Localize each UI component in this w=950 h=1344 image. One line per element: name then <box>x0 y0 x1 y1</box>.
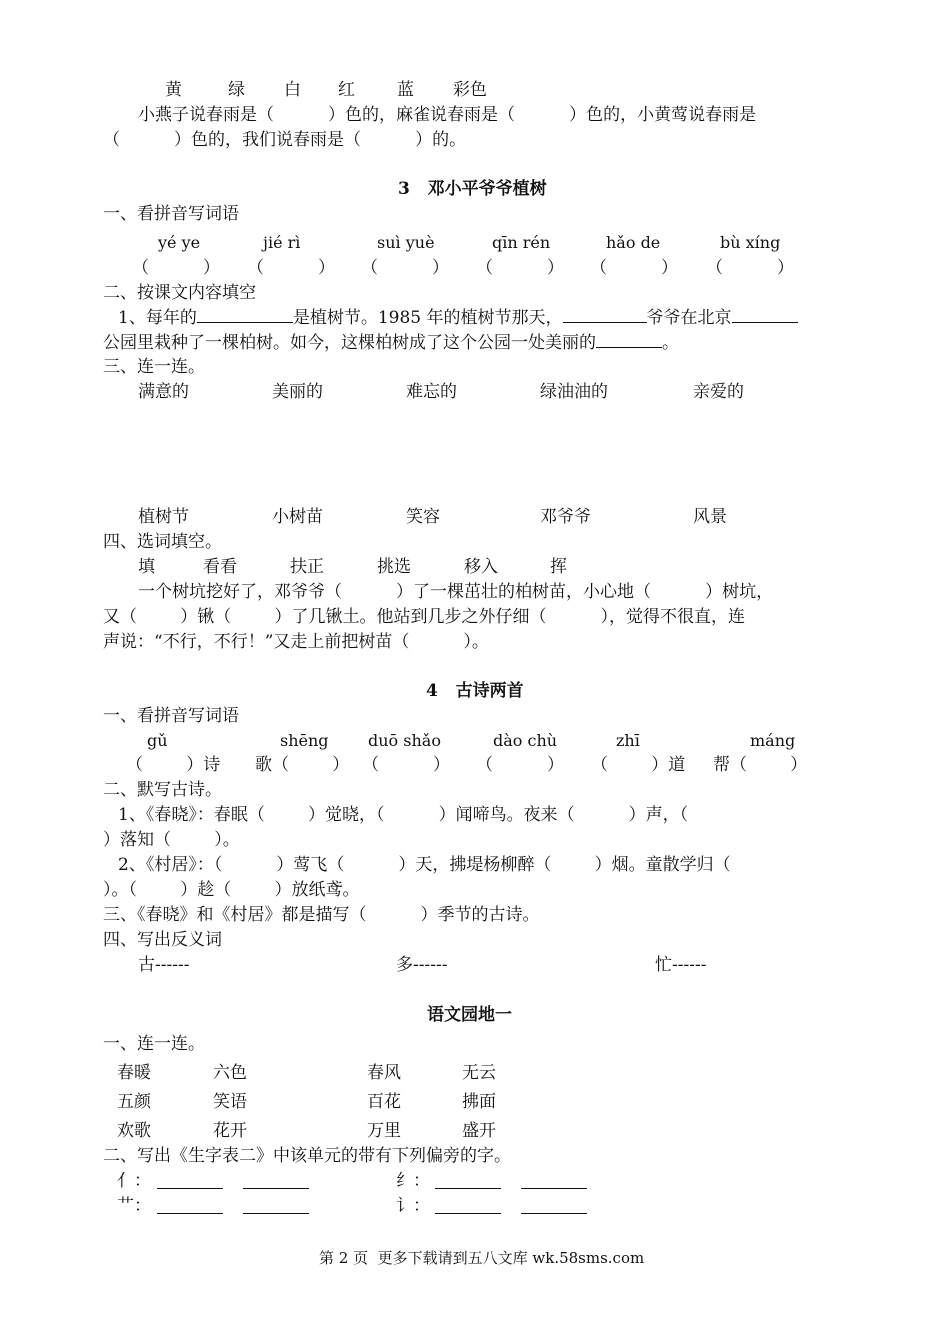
antonym-item[interactable]: 多------ <box>396 955 448 975</box>
choice-word: 挑选 <box>377 557 411 577</box>
answer-line[interactable] <box>243 1188 309 1189</box>
lesson3-section3-title: 三、连一连。 <box>103 357 205 377</box>
answer-line[interactable] <box>243 1213 309 1214</box>
match-item[interactable]: 邓爷爷 <box>540 507 591 527</box>
pinyin-word: qīn rén <box>492 233 551 252</box>
garden-title: 语文园地一 <box>427 1005 512 1025</box>
match-item[interactable]: 难忘的 <box>406 382 457 402</box>
fill-text: 是植树节。1985 年的植树节那天， <box>292 308 563 328</box>
radical-label: 讠： <box>396 1196 430 1216</box>
lesson4-section4-title: 四、写出反义词 <box>103 930 222 950</box>
color-word: 红 <box>338 80 355 100</box>
pinyin-word: hǎo de <box>606 233 661 252</box>
garden-section1-title: 一、连一连。 <box>103 1034 205 1054</box>
rain-sentence-line1: 小燕子说春雨是（ ）色的，麻雀说春雨是（ ）色的，小黄莺说春雨是 <box>138 105 757 125</box>
pinyin-word: dào chù <box>493 731 558 750</box>
radical-label: 亻： <box>117 1171 151 1191</box>
radical-label: 艹： <box>117 1196 151 1216</box>
choice-word: 扶正 <box>290 557 324 577</box>
pinyin-word: suì yuè <box>377 233 435 252</box>
match-item[interactable]: 美丽的 <box>272 382 323 402</box>
page-footer: 第 2 页 更多下载请到五八文库 wk.58sms.com <box>319 1249 645 1267</box>
pinyin-word: yé ye <box>158 233 201 252</box>
match-item[interactable]: 拂面 <box>462 1092 496 1112</box>
answer-line[interactable] <box>157 1213 223 1214</box>
lesson3-fill-line2 <box>103 330 679 355</box>
poem1-line2: ）落知（ ）。 <box>103 830 240 850</box>
lesson4-section1-title: 一、看拼音写词语 <box>103 706 239 726</box>
match-item[interactable]: 百花 <box>367 1092 401 1112</box>
lesson3-section4-title: 四、选词填空。 <box>103 532 222 552</box>
answer-blank[interactable]: （ ）诗 <box>126 755 221 775</box>
antonym-item[interactable]: 忙------ <box>655 955 707 975</box>
fill-text: 1、每年的 <box>118 308 197 328</box>
poem2-line1: 2、《村居》：（ ）莺飞（ ）天，拂堤杨柳醉（ ）烟。童散学归（ <box>118 855 731 875</box>
color-word: 蓝 <box>397 80 414 100</box>
match-item[interactable]: 满意的 <box>138 382 189 402</box>
fill-text: 。 <box>662 333 679 353</box>
match-item[interactable]: 小树苗 <box>272 507 323 527</box>
answer-blank[interactable]: （ ） <box>247 258 336 278</box>
pinyin-word: duō shǎo <box>368 731 441 750</box>
answer-line[interactable] <box>521 1213 587 1214</box>
answer-blank[interactable]: （ ） <box>476 258 565 278</box>
color-word: 绿 <box>228 80 245 100</box>
lesson3-section2-title: 二、按课文内容填空 <box>103 283 256 303</box>
pinyin-word: shēng <box>280 731 329 750</box>
answer-line[interactable] <box>157 1188 223 1189</box>
match-item[interactable]: 无云 <box>462 1063 496 1083</box>
match-item[interactable]: 笑语 <box>213 1092 247 1112</box>
rain-sentence-line2: （ ）色的，我们说春雨是（ ）的。 <box>103 130 467 150</box>
lesson4-title: 4 古诗两首 <box>426 681 524 701</box>
pinyin-word: zhī <box>616 731 640 750</box>
answer-blank[interactable]: （ ） <box>476 755 565 775</box>
answer-line[interactable] <box>435 1213 501 1214</box>
fill-blank[interactable] <box>197 305 293 323</box>
antonym-item[interactable]: 古------ <box>138 955 190 975</box>
color-word: 彩色 <box>453 80 487 100</box>
answer-blank[interactable]: （ ） <box>132 258 221 278</box>
match-item[interactable]: 植树节 <box>138 507 189 527</box>
match-item[interactable]: 万里 <box>367 1121 401 1141</box>
match-item[interactable]: 盛开 <box>462 1121 496 1141</box>
fill-text: 公园里栽种了一棵柏树。如今，这棵柏树成了这个公园一处美丽的 <box>103 333 596 353</box>
answer-blank[interactable]: 歌（ ） <box>255 755 350 775</box>
fill-blank[interactable] <box>732 305 798 323</box>
choice-word: 挥 <box>550 557 567 577</box>
radical-label: 纟： <box>396 1171 430 1191</box>
color-word: 白 <box>284 80 301 100</box>
choice-word: 移入 <box>464 557 498 577</box>
answer-blank[interactable]: （ ） <box>361 258 450 278</box>
match-item[interactable]: 春暖 <box>117 1063 151 1083</box>
lesson3-fill-line1 <box>118 305 798 330</box>
lesson4-section3: 三、《春晓》和《村居》都是描写（ ）季节的古诗。 <box>103 905 540 925</box>
answer-blank[interactable]: （ ） <box>362 755 451 775</box>
match-item[interactable]: 笑容 <box>406 507 440 527</box>
choice-word: 填 <box>138 557 155 577</box>
answer-blank[interactable]: （ ） <box>590 258 679 278</box>
lesson3-title: 3 邓小平爷爷植树 <box>398 179 547 199</box>
poem1-line1: 1、《春晓》：春眠（ ）觉晓，（ ）闻啼鸟。夜来（ ）声，（ <box>118 805 689 825</box>
match-item[interactable]: 亲爱的 <box>693 382 744 402</box>
match-item[interactable]: 风景 <box>693 507 727 527</box>
lesson3-section1-title: 一、看拼音写词语 <box>103 204 239 224</box>
answer-line[interactable] <box>521 1188 587 1189</box>
match-item[interactable]: 绿油油的 <box>540 382 608 402</box>
lesson4-section2-title: 二、默写古诗。 <box>103 780 222 800</box>
color-word: 黄 <box>165 80 182 100</box>
answer-line[interactable] <box>435 1188 501 1189</box>
poem2-line2: ）。（ ）趁（ ）放纸鸢。 <box>103 880 360 900</box>
match-item[interactable]: 欢歌 <box>117 1121 151 1141</box>
fill-text: 爷爷在北京 <box>646 308 732 328</box>
answer-blank[interactable]: （ ） <box>706 258 795 278</box>
pinyin-word: gǔ <box>147 731 168 750</box>
pinyin-word: máng <box>750 731 796 750</box>
lesson3-paragraph-line3: 声说：“不行，不行！”又走上前把树苗（ ）。 <box>103 632 489 652</box>
lesson3-paragraph-line1: 一个树坑挖好了，邓爷爷（ ）了一棵茁壮的柏树苗，小心地（ ）树坑， <box>138 582 774 602</box>
match-item[interactable]: 六色 <box>213 1063 247 1083</box>
fill-blank[interactable] <box>563 305 647 323</box>
match-item[interactable]: 春风 <box>367 1063 401 1083</box>
pinyin-word: jié rì <box>263 233 301 252</box>
answer-blank[interactable]: 帮（ ） <box>713 755 808 775</box>
fill-blank[interactable] <box>596 330 662 348</box>
lesson3-paragraph-line2: 又（ ）锹（ ）了几锹土。他站到几步之外仔细（ ），觉得不很直，连 <box>103 607 745 627</box>
match-item[interactable]: 花开 <box>213 1121 247 1141</box>
match-item[interactable]: 五颜 <box>117 1092 151 1112</box>
pinyin-word: bù xíng <box>720 233 781 252</box>
answer-blank[interactable]: （ ）道 <box>591 755 686 775</box>
choice-word: 看看 <box>203 557 237 577</box>
garden-section2-title: 二、写出《生字表二》中该单元的带有下列偏旁的字。 <box>103 1146 511 1166</box>
